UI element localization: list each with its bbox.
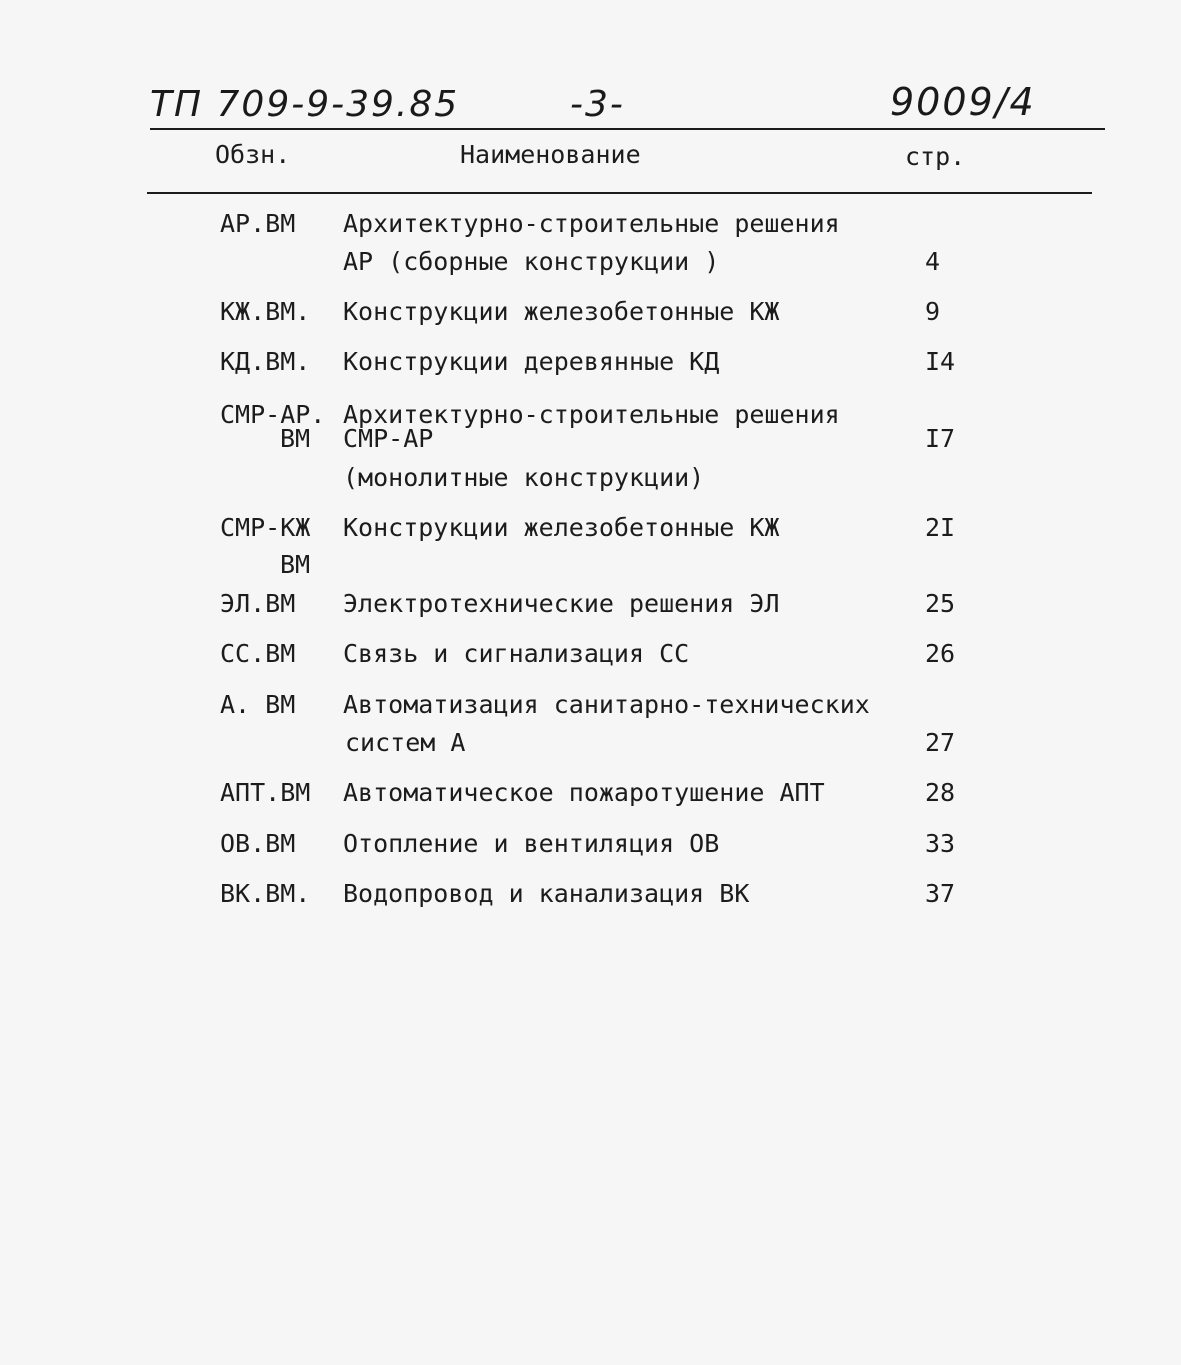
row-page: 26 <box>925 639 956 668</box>
row-name-line: (монолитные конструкции) <box>343 463 705 492</box>
row-page: 9 <box>925 297 941 326</box>
row-page: 4 <box>925 247 941 276</box>
row-name-line: систем А <box>345 728 466 757</box>
row-code: ЭЛ.ВМ <box>220 589 296 618</box>
row-page: I7 <box>925 424 956 453</box>
row-name-line: Архитектурно-строительные решения <box>343 209 840 238</box>
document-code: ТП 709-9-39.85 <box>150 84 460 125</box>
row-code: СМР-КЖ <box>220 513 311 542</box>
row-code: АР.ВМ <box>220 209 296 238</box>
row-name-line: Отопление и вентиляция ОВ <box>343 829 720 858</box>
row-code-line: ВМ <box>280 550 311 579</box>
row-code: ОВ.ВМ <box>220 829 296 858</box>
page-number: -3- <box>570 84 625 125</box>
row-name-line: Архитектурно-строительные решения <box>343 400 840 429</box>
header-rule <box>150 128 1105 130</box>
row-page: 37 <box>925 879 956 908</box>
row-name-line: Конструкции деревянные КД <box>343 347 720 376</box>
column-header-name: Наименование <box>460 140 641 169</box>
row-code: СМР-АР. <box>220 400 326 429</box>
row-page: 25 <box>925 589 956 618</box>
row-page: 27 <box>925 728 956 757</box>
row-code-line: ВМ <box>280 424 311 453</box>
column-header-page: стр. <box>905 142 966 171</box>
row-name-line: АР (сборные конструкции ) <box>343 247 720 276</box>
row-name-line: Электротехнические решения ЭЛ <box>343 589 780 618</box>
row-name-line: Автоматизация санитарно-технических <box>343 690 870 719</box>
row-page: 2I <box>925 513 956 542</box>
row-code: А. ВМ <box>220 690 296 719</box>
column-header-rule <box>147 192 1092 194</box>
row-page: 28 <box>925 778 956 807</box>
row-code: АПТ.ВМ <box>220 778 311 807</box>
row-code: КД.ВМ. <box>220 347 311 376</box>
sheet-reference: 9009/4 <box>890 80 1036 124</box>
column-header-code: Обзн. <box>215 140 291 169</box>
row-name-line: Автоматическое пожаротушение АПТ <box>343 778 825 807</box>
row-code: КЖ.ВМ. <box>220 297 311 326</box>
row-name-line: Водопровод и канализация ВК <box>343 879 750 908</box>
row-name-line: СМР-АР <box>343 424 434 453</box>
row-name-line: Конструкции железобетонные КЖ <box>343 513 780 542</box>
row-page: 33 <box>925 829 956 858</box>
row-page: I4 <box>925 347 956 376</box>
row-name-line: Конструкции железобетонные КЖ <box>343 297 780 326</box>
row-name-line: Связь и сигнализация СС <box>343 639 690 668</box>
row-code: ВК.ВМ. <box>220 879 311 908</box>
row-code: СС.ВМ <box>220 639 296 668</box>
